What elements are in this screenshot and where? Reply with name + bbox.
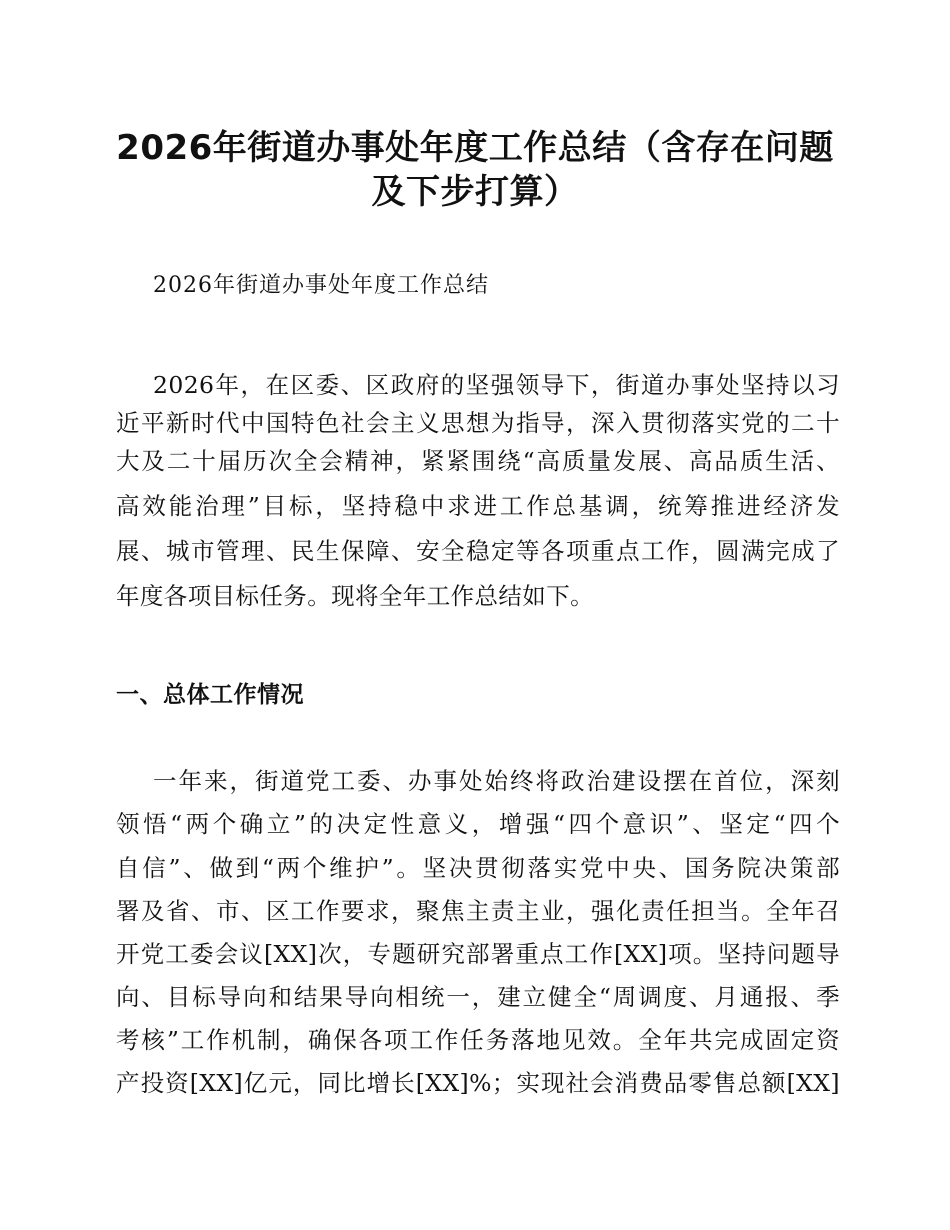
document-subtitle: 2026年街道办事处年度工作总结 [153, 273, 489, 298]
section-paragraph-line: 向、目标导向和结果导向相统一，建立健全“周调度、月通报、季 [116, 983, 840, 1011]
intro-paragraph-line: 高效能治理”目标，坚持稳中求进工作总基调，统筹推进经济发 [116, 492, 840, 520]
intro-paragraph-line: 2026年，在区委、区政府的坚强领导下，街道办事处坚持以习 [153, 371, 840, 399]
section-paragraph-line: 领悟“两个确立”的决定性意义，增强“四个意识”、坚定“四个 [116, 810, 840, 838]
section-paragraph-line: 考核”工作机制，确保各项工作任务落地见效。全年共完成固定资 [116, 1026, 840, 1054]
intro-paragraph-line: 大及二十届历次全会精神，紧紧围绕“高质量发展、高品质生活、 [116, 447, 840, 475]
section-paragraph-line: 一年来，街道党工委、办事处始终将政治建设摆在首位，深刻 [153, 767, 840, 795]
section-paragraph-line: 自信”、做到“两个维护”。坚决贯彻落实党中央、国务院决策部 [116, 854, 840, 882]
intro-paragraph-line: 近平新时代中国特色社会主义思想为指导，深入贯彻落实党的二十 [116, 409, 840, 437]
section-paragraph-line: 开党工委会议[XX]次，专题研究部署重点工作[XX]项。坚持问题导 [116, 940, 840, 968]
intro-paragraph-line: 展、城市管理、民生保障、安全稳定等各项重点工作，圆满完成了 [116, 537, 840, 565]
intro-paragraph-line: 年度各项目标任务。现将全年工作总结如下。 [116, 582, 594, 610]
section-paragraph-line: 署及省、市、区工作要求，聚焦主责主业，强化责任担当。全年召 [116, 897, 840, 925]
section-heading: 一、总体工作情况 [116, 682, 304, 708]
document-title-line-2: 及下步打算） [371, 172, 579, 212]
document-title-line-1: 2026年街道办事处年度工作总结（含存在问题 [116, 128, 834, 168]
section-paragraph-line: 产投资[XX]亿元，同比增长[XX]%；实现社会消费品零售总额[XX] [116, 1069, 840, 1097]
